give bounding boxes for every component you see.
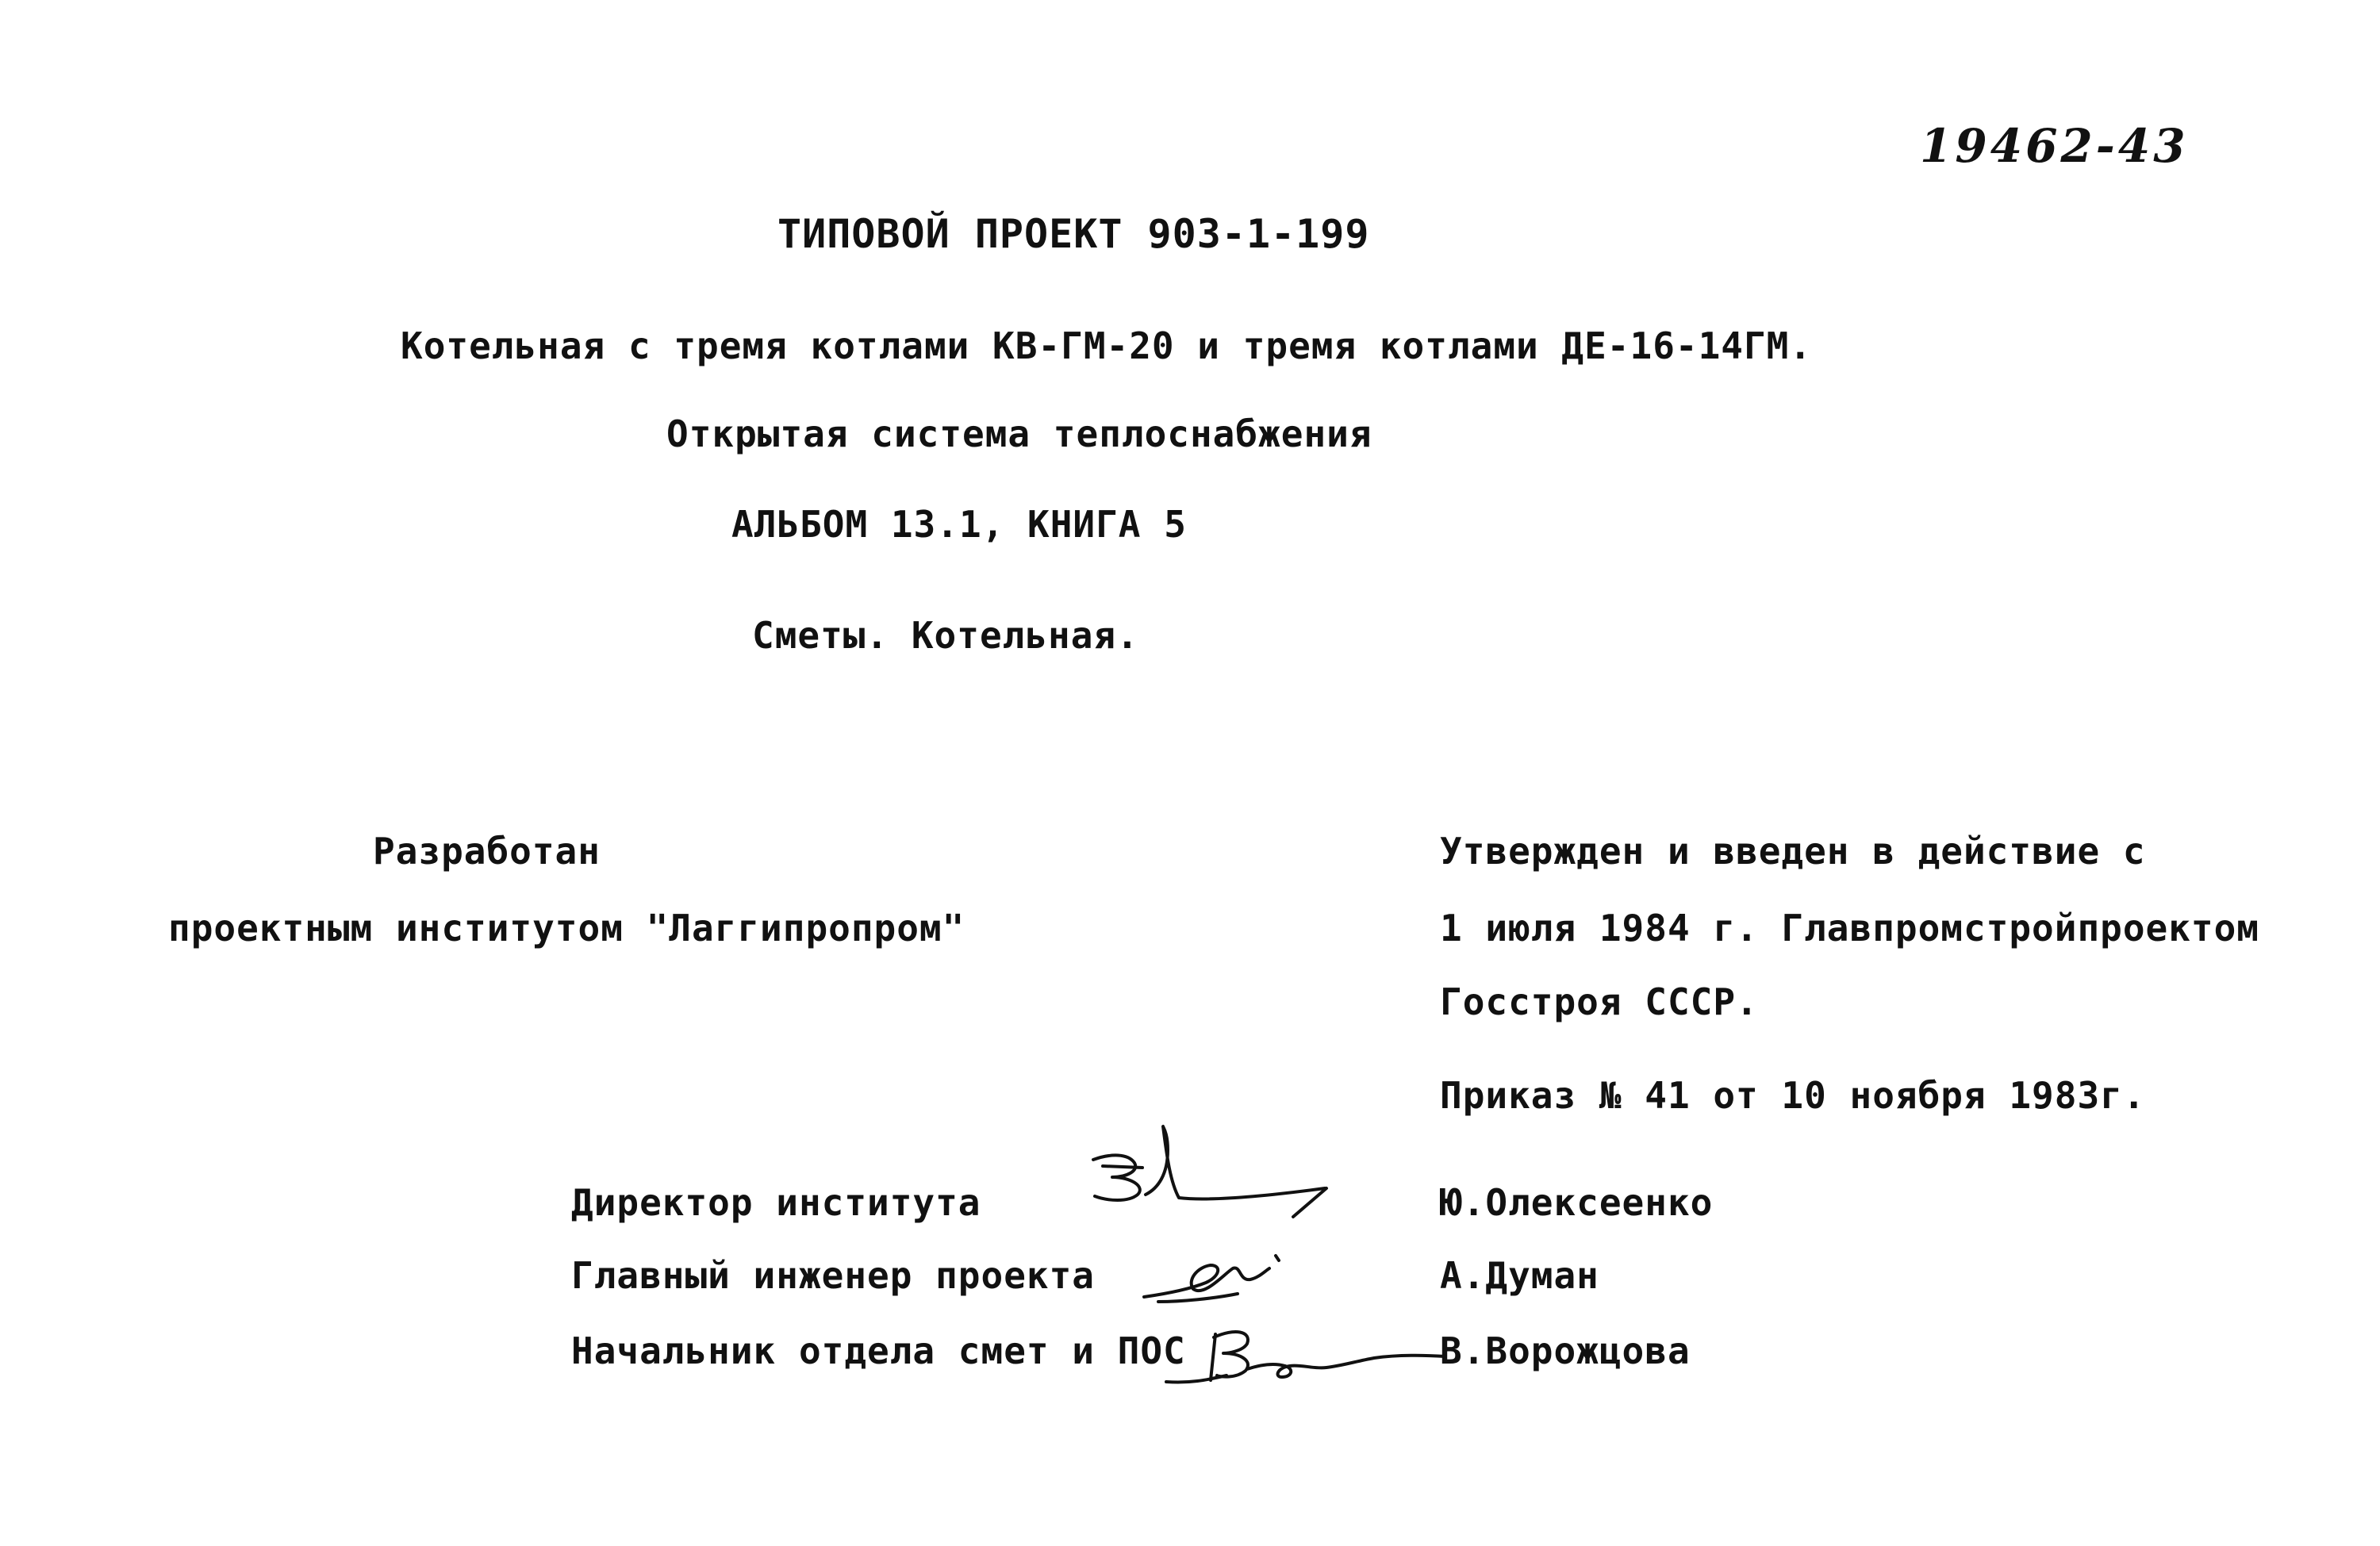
approval-line-1: Утвержден и введен в действие с [1440,830,2146,873]
approval-line-3: Госстроя СССР. [1440,980,1759,1023]
signatory-name: В.Ворожцова [1440,1329,1691,1372]
archive-number: 19462-43 [1920,119,2189,173]
album-info: АЛЬБОМ 13.1, КНИГА 5 [731,503,1187,546]
signatory-name: А.Думан [1440,1254,1599,1297]
developer-label: Разработан [373,830,601,873]
project-title: ТИПОВОЙ ПРОЕКТ 903-1-199 [777,211,1370,257]
approval-line-2: 1 июля 1984 г. Главпромстройпроектом [1440,907,2259,949]
developer-institute: проектным институтом "Лаггипропром" [168,907,965,949]
signature-director [1079,1118,1341,1230]
signatory-name: Ю.Олексеенко [1440,1181,1714,1224]
signatory-role: Главный инженер проекта [571,1254,1095,1297]
system-type: Открытая система теплоснабжения [666,412,1372,455]
signatory-role: Начальник отдела смет и ПОС [571,1329,1186,1372]
signatory-role: Директор института [571,1181,981,1224]
document-subject: Сметы. Котельная. [752,614,1139,657]
project-description: Котельная с тремя котлами КВ-ГМ-20 и тремя котлами ДЕ-16-14ГМ. [401,324,1813,367]
approval-order: Приказ № 41 от 10 ноября 1983г. [1440,1074,2146,1117]
signature-estimates-head [1158,1301,1460,1396]
